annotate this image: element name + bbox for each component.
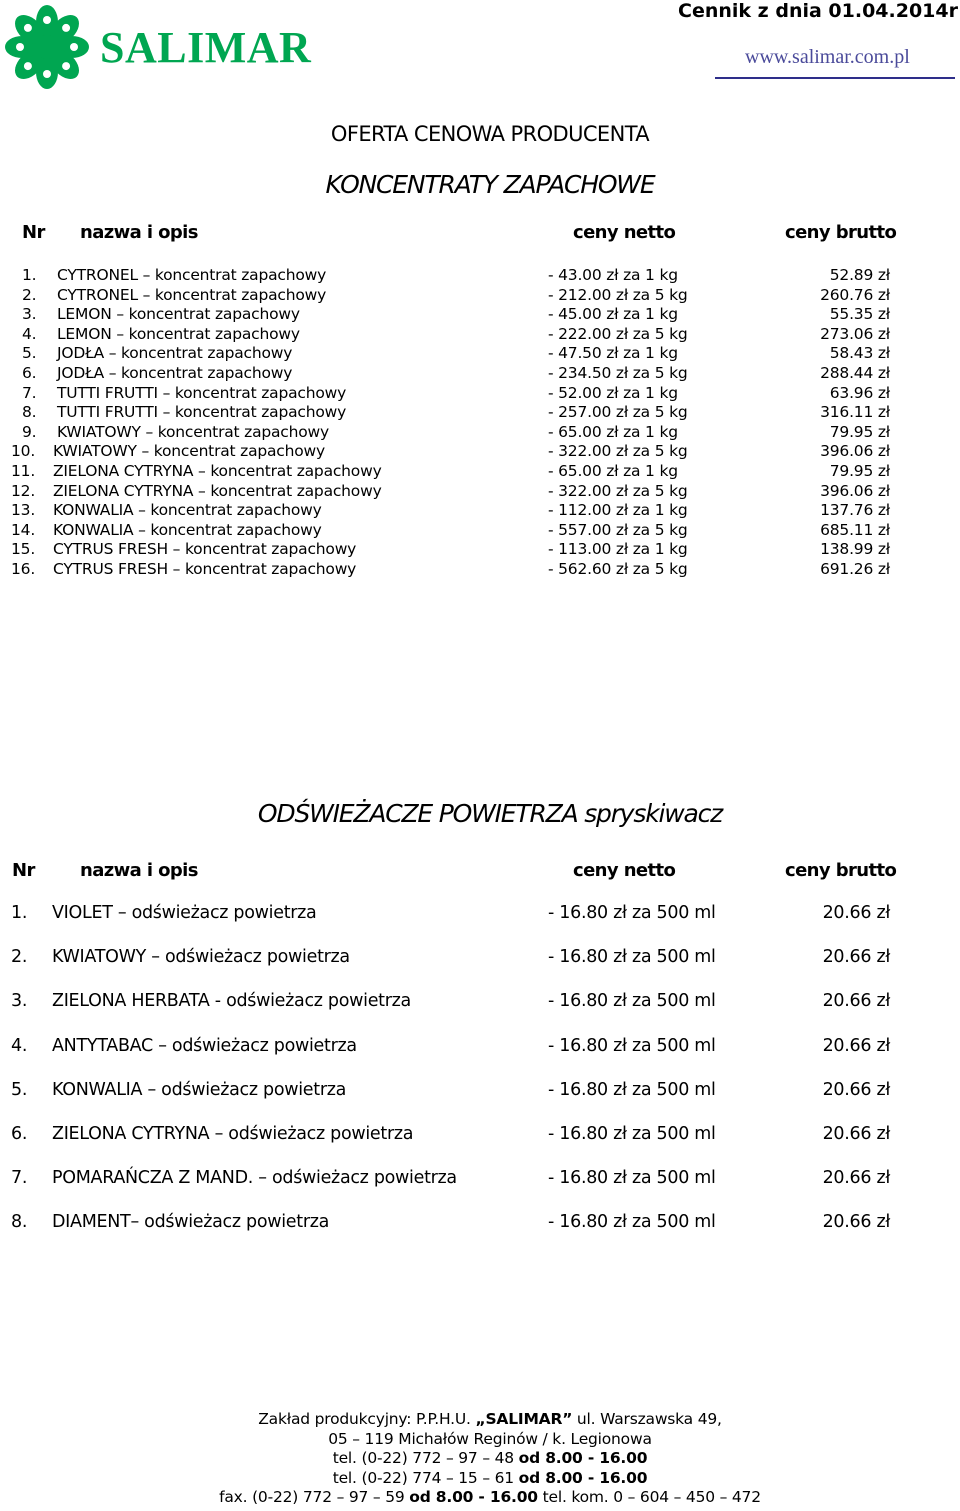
footer-text: tel. (0-22) 774 – 15 – 61	[332, 1468, 519, 1487]
row-number: 8.	[11, 1212, 28, 1233]
row-number: 11.	[11, 462, 36, 480]
price-netto: - 257.00 zł za 5 kg	[548, 403, 688, 422]
product-name: CYTRUS FRESH – koncentrat zapachowy	[53, 560, 357, 578]
price-brutto: 20.66 zł	[822, 1079, 890, 1100]
footer-fax-line	[0, 1488, 960, 1508]
product-name: KONWALIA – koncentrat zapachowy	[53, 501, 322, 520]
price-netto: - 112.00 zł za 1 kg	[548, 501, 688, 520]
price-brutto: 288.44 zł	[820, 364, 890, 382]
row-number: 15.	[11, 540, 36, 559]
row-number: 6.	[11, 1124, 28, 1144]
price-netto: - 16.80 zł za 500 ml	[548, 1124, 716, 1144]
product-name: CYTRONEL – koncentrat zapachowy	[57, 285, 327, 304]
footer-phone-2	[0, 1469, 960, 1489]
product-name: POMARAŃCZA Z MAND. – odświeżacz powietrza	[52, 1168, 457, 1189]
price-brutto: 138.99 zł	[820, 540, 890, 559]
footer-text: ul. Warszawska 49,	[572, 1410, 722, 1428]
row-number: 9.	[22, 422, 37, 441]
row-number: 13.	[11, 501, 36, 520]
footer-hours: od 8.00 - 16.00	[518, 1449, 648, 1468]
header-name: nazwa i opis	[80, 222, 198, 243]
product-name: LEMON – koncentrat zapachowy	[57, 305, 300, 324]
row-number: 10.	[11, 442, 36, 461]
price-brutto: 79.95 zł	[829, 462, 890, 480]
price-netto: - 16.80 zł za 500 ml	[548, 991, 716, 1012]
price-brutto: 685.11 zł	[820, 520, 890, 539]
footer-city-line: 05 – 119 Michałów Reginów / k. Legionowa	[328, 1429, 652, 1448]
product-name: ANTYTABAC – odświeżacz powietrza	[52, 1035, 357, 1056]
price-netto: - 322.00 zł za 5 kg	[548, 481, 688, 500]
price-brutto: 137.76 zł	[820, 501, 890, 520]
product-name: CYTRUS FRESH – koncentrat zapachowy	[53, 540, 357, 559]
header-netto-2: ceny netto	[573, 860, 676, 881]
price-netto: - 47.50 zł za 1 kg	[548, 344, 678, 363]
row-number: 5.	[22, 344, 37, 363]
price-brutto: 63.96 zł	[829, 383, 890, 402]
product-name: TUTTI FRUTTI – koncentrat zapachowy	[57, 403, 347, 422]
price-brutto: 273.06 zł	[820, 324, 890, 343]
price-netto: - 113.00 zł za 1 kg	[548, 540, 688, 559]
price-netto: - 65.00 zł za 1 kg	[548, 462, 678, 480]
product-name: KWIATOWY – odświeżacz powietrza	[52, 947, 350, 968]
row-number: 4.	[11, 1035, 28, 1056]
price-brutto: 20.66 zł	[822, 991, 890, 1012]
price-netto: - 43.00 zł za 1 kg	[548, 266, 678, 284]
row-number: 1.	[22, 266, 37, 284]
product-name: KONWALIA – odświeżacz powietrza	[52, 1079, 347, 1100]
row-number: 2.	[22, 285, 37, 304]
product-name: KWIATOWY – koncentrat zapachowy	[57, 422, 329, 441]
price-brutto: 52.89 zł	[829, 266, 890, 284]
footer-text: fax. (0-22) 772 – 97 – 59	[219, 1488, 410, 1507]
section-title-concentrates: KONCENTRATY ZAPACHOWE	[325, 170, 655, 199]
price-netto: - 65.00 zł za 1 kg	[548, 422, 678, 441]
price-brutto: 20.66 zł	[822, 1124, 890, 1144]
header-nr: Nr	[22, 222, 45, 243]
footer-hours: od 8.00 - 16.00	[518, 1468, 648, 1487]
price-brutto: 55.35 zł	[829, 305, 890, 324]
product-name: ZIELONA CYTRYNA – koncentrat zapachowy	[53, 462, 382, 480]
price-list-date: Cennik z dnia 01.04.2014r	[678, 0, 958, 22]
website-link[interactable]: www.salimar.com.pl	[745, 46, 910, 68]
product-name: ZIELONA CYTRYNA – odświeżacz powietrza	[52, 1124, 414, 1144]
row-number: 2.	[11, 947, 28, 968]
price-netto: - 222.00 zł za 5 kg	[548, 324, 688, 343]
footer-address-line	[0, 1410, 960, 1430]
price-netto: - 45.00 zł za 1 kg	[548, 305, 678, 324]
product-name: VIOLET – odświeżacz powietrza	[52, 903, 317, 923]
header-nr-2: Nr	[12, 860, 35, 881]
row-number: 1.	[11, 903, 28, 923]
product-name: TUTTI FRUTTI – koncentrat zapachowy	[57, 383, 347, 402]
product-name: KONWALIA – koncentrat zapachowy	[53, 520, 322, 539]
row-number: 14.	[11, 520, 36, 539]
price-brutto: 20.66 zł	[822, 1212, 890, 1233]
header-brutto: ceny brutto	[785, 222, 897, 243]
footer-phone-1	[0, 1449, 960, 1469]
price-brutto: 20.66 zł	[822, 1035, 890, 1056]
price-brutto: 79.95 zł	[829, 422, 890, 441]
row-number: 5.	[11, 1079, 28, 1100]
section-title-air-fresheners: ODŚWIEŻACZE POWIETRZA spryskiwacz	[257, 799, 723, 828]
price-netto: - 322.00 zł za 5 kg	[548, 442, 688, 461]
salimar-logo-icon	[4, 4, 90, 90]
product-name: ZIELONA CYTRYNA – koncentrat zapachowy	[53, 481, 382, 500]
row-number: 7.	[11, 1168, 28, 1189]
header-netto: ceny netto	[573, 222, 676, 243]
offer-title: OFERTA CENOWA PRODUCENTA	[330, 122, 650, 146]
product-name: ZIELONA HERBATA - odświeżacz powietrza	[52, 991, 411, 1012]
row-number: 12.	[11, 481, 36, 500]
footer-text: tel. kom. 0 – 604 – 450 – 472	[537, 1488, 761, 1507]
price-netto: - 557.00 zł za 5 kg	[548, 520, 688, 539]
footer-company-name: „SALIMAR”	[475, 1410, 573, 1428]
price-netto: - 16.80 zł za 500 ml	[548, 947, 716, 968]
price-brutto: 316.11 zł	[820, 403, 890, 422]
company-footer	[0, 1410, 960, 1508]
price-brutto: 260.76 zł	[820, 285, 890, 304]
product-name: LEMON – koncentrat zapachowy	[57, 324, 300, 343]
price-brutto: 396.06 zł	[820, 481, 890, 500]
price-netto: - 52.00 zł za 1 kg	[548, 383, 678, 402]
product-name: JODŁA – koncentrat zapachowy	[57, 344, 293, 363]
price-netto: - 562.60 zł za 5 kg	[548, 560, 688, 578]
price-netto: - 16.80 zł za 500 ml	[548, 1212, 716, 1233]
row-number: 3.	[11, 991, 28, 1012]
row-number: 8.	[22, 403, 37, 422]
price-brutto: 20.66 zł	[822, 903, 890, 923]
price-netto: - 16.80 zł za 500 ml	[548, 1079, 716, 1100]
row-number: 16.	[11, 560, 36, 578]
price-brutto: 58.43 zł	[829, 344, 890, 363]
price-brutto: 20.66 zł	[822, 947, 890, 968]
footer-text: tel. (0-22) 772 – 97 – 48	[332, 1449, 519, 1468]
header-name-2: nazwa i opis	[80, 860, 198, 881]
product-name: CYTRONEL – koncentrat zapachowy	[57, 266, 327, 284]
row-number: 4.	[22, 324, 37, 343]
product-name: KWIATOWY – koncentrat zapachowy	[53, 442, 325, 461]
price-brutto: 20.66 zł	[822, 1168, 890, 1189]
price-brutto: 691.26 zł	[820, 560, 890, 578]
price-netto: - 16.80 zł za 500 ml	[548, 903, 716, 923]
product-name: DIAMENT– odświeżacz powietrza	[52, 1212, 330, 1233]
price-netto: - 16.80 zł za 500 ml	[548, 1168, 716, 1189]
price-netto: - 16.80 zł za 500 ml	[548, 1035, 716, 1056]
row-number: 3.	[22, 305, 37, 324]
row-number: 7.	[22, 383, 37, 402]
header-brutto-2: ceny brutto	[785, 860, 897, 881]
price-netto: - 234.50 zł za 5 kg	[548, 364, 688, 382]
footer-hours: od 8.00 - 16.00	[409, 1488, 538, 1507]
brand-name: SALIMAR	[100, 23, 312, 72]
website-underline	[715, 77, 955, 79]
product-name: JODŁA – koncentrat zapachowy	[57, 364, 293, 382]
row-number: 6.	[22, 364, 37, 382]
price-netto: - 212.00 zł za 5 kg	[548, 285, 688, 304]
footer-text: Zakład produkcyjny: P.P.H.U.	[258, 1410, 476, 1428]
price-brutto: 396.06 zł	[820, 442, 890, 461]
